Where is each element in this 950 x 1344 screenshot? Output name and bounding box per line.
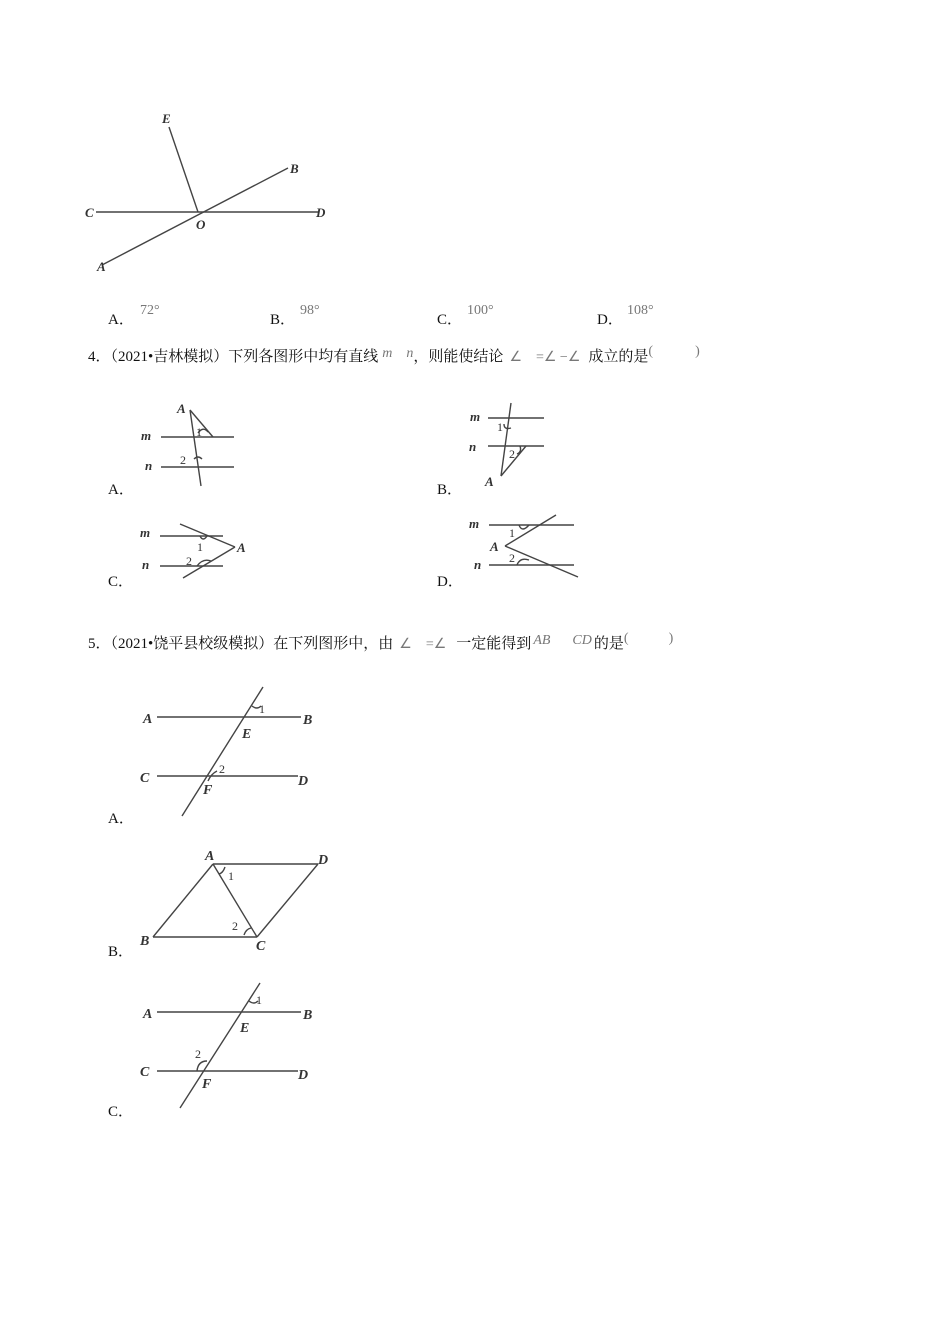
label-a: A <box>97 259 106 274</box>
q5c-label-1: 1 <box>256 993 262 1007</box>
q5a-label-1: 1 <box>259 702 265 716</box>
q4-figure-b <box>464 400 574 495</box>
q3-option-b-letter: B． <box>270 312 296 328</box>
q4a-label-m: m <box>141 428 152 443</box>
q5a-label-c: C <box>140 771 150 786</box>
q5c-label-2: 2 <box>195 1047 201 1061</box>
q5-number: 5． <box>88 636 111 652</box>
q5-ab: AB <box>533 633 551 648</box>
q4d-label-m: m <box>469 516 480 531</box>
q5b-label-d: D <box>318 853 329 868</box>
q5a-label-f: F <box>203 783 213 798</box>
q3-figure <box>80 105 340 285</box>
q5c-label-a: A <box>143 1007 153 1022</box>
q4c-label-1: 1 <box>197 540 203 554</box>
q4-figure-d <box>464 510 589 590</box>
q5-stem-2: 一定能得到 <box>456 636 532 652</box>
q5-paren-open: ( <box>623 631 629 646</box>
q5-paren-close: ) <box>668 631 674 646</box>
q5-angle-expr: ∠ =∠ <box>399 637 447 652</box>
q4b-label-n: n <box>469 439 477 454</box>
q5b-label-1: 1 <box>228 869 234 883</box>
q4c-label-n: n <box>142 557 150 572</box>
q4a-label-2: 2 <box>180 453 186 467</box>
q4b-label-a: A <box>485 474 494 489</box>
q5c-label-f: F <box>202 1077 212 1092</box>
q4-figure-c <box>135 518 265 588</box>
q4d-label-n: n <box>474 557 482 572</box>
q4a-label-a: A <box>177 401 186 416</box>
q3-option-a-value: 72° <box>140 303 160 318</box>
q3-option-c-value: 100° <box>467 303 494 318</box>
q5-option-b: B． <box>108 944 134 960</box>
q5-option-a: A． <box>108 811 134 827</box>
q4b-label-1: 1 <box>497 420 503 434</box>
label-o: O <box>196 217 206 232</box>
q5-figure-a <box>135 682 335 822</box>
q4-angle-expr: ∠ =∠ −∠ <box>509 350 581 365</box>
q5-option-c: C． <box>108 1104 134 1120</box>
q4-number: 4． <box>88 349 111 365</box>
q5-source: （2021•饶平县校级模拟） <box>110 636 274 652</box>
line-ab <box>102 168 288 265</box>
q5c-label-e: E <box>240 1021 250 1036</box>
q4-option-b: B． <box>437 482 463 498</box>
q5a-label-e: E <box>242 727 252 742</box>
q4a-label-1: 1 <box>196 425 202 439</box>
q5-stem-3: 的是 <box>593 636 624 652</box>
q4c-label-a: A <box>237 540 246 555</box>
q5c-label-b: B <box>303 1008 313 1023</box>
q5a-label-2: 2 <box>219 762 225 776</box>
q4-source: （2021•吉林模拟） <box>110 349 229 365</box>
q4b-label-m: m <box>470 409 481 424</box>
q5-figure-c <box>135 978 335 1113</box>
q3-option-d-value: 108° <box>627 303 654 318</box>
q5b-label-b: B <box>140 934 150 949</box>
q4c-label-2: 2 <box>186 554 192 568</box>
q3-option-a-letter: A． <box>108 312 134 328</box>
q4-stem-1: 下列各图形中均有直线 <box>228 349 379 365</box>
label-b: B <box>290 161 299 176</box>
q4-m: m <box>382 346 393 361</box>
q4-option-a: A． <box>108 482 134 498</box>
q5a-label-b: B <box>303 713 313 728</box>
q4-paren-close: ) <box>695 344 700 359</box>
q4-n: n <box>406 346 414 361</box>
q4-stem <box>88 345 700 366</box>
q4-option-d: D． <box>437 574 463 590</box>
q4-stem-3: 成立的是 <box>588 349 649 365</box>
q3-option-b-value: 98° <box>300 303 320 318</box>
ray-oe <box>169 127 198 212</box>
q5c-label-c: C <box>140 1065 150 1080</box>
q5-stem-1: 在下列图形中，由 <box>273 636 394 652</box>
q4d-label-1: 1 <box>509 526 515 540</box>
q5b-label-2: 2 <box>232 919 238 933</box>
q4-stem-2: ，则能使结论 <box>413 349 504 365</box>
q5b-label-a: A <box>205 849 215 864</box>
q5b-label-c: C <box>256 939 266 954</box>
label-c: C <box>85 205 94 220</box>
q5a-label-a: A <box>143 712 153 727</box>
q4-figure-a <box>135 398 245 493</box>
q5c-label-d: D <box>298 1068 309 1083</box>
q5-cd: CD <box>572 633 592 648</box>
q5-stem <box>88 632 673 653</box>
q4d-label-a: A <box>490 539 499 554</box>
q5a-label-d: D <box>298 774 309 789</box>
q4d-label-2: 2 <box>509 551 515 565</box>
q3-option-d-letter: D． <box>597 312 623 328</box>
q4b-label-2: 2 <box>509 447 515 461</box>
label-d: D <box>316 205 326 220</box>
label-e: E <box>162 111 171 126</box>
q5-figure-b <box>135 845 335 955</box>
q4-option-c: C． <box>108 574 134 590</box>
q4a-label-n: n <box>145 458 153 473</box>
q3-option-c-letter: C． <box>437 312 463 328</box>
q4c-label-m: m <box>140 525 151 540</box>
q4-paren-open: ( <box>648 344 654 359</box>
